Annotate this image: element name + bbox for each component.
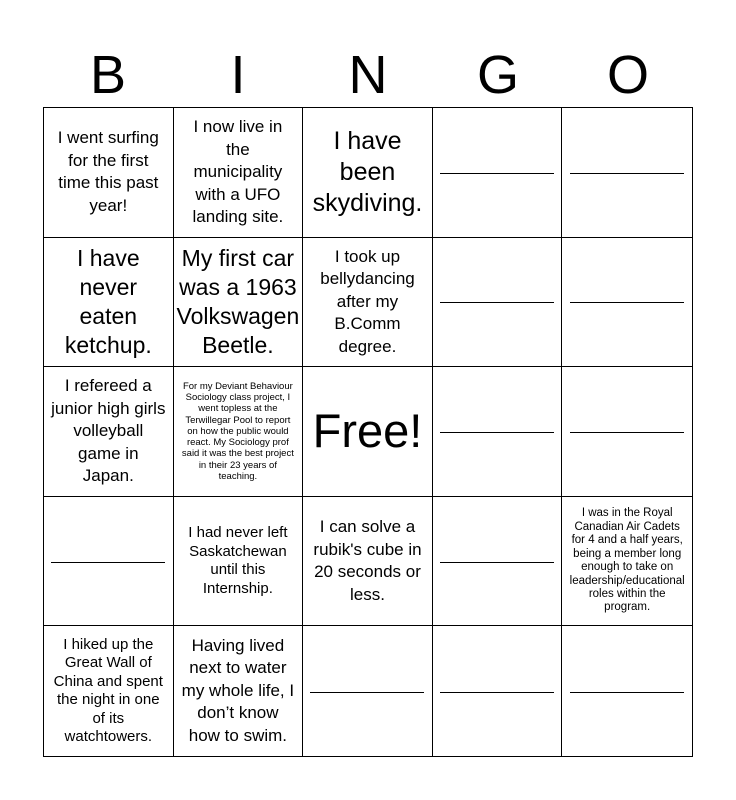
cell-text: Free!: [312, 404, 423, 458]
bingo-cell-g3[interactable]: [433, 367, 563, 497]
blank-write-in-line: [570, 432, 684, 433]
header-letter-b: B: [89, 45, 127, 105]
bingo-cell-i3[interactable]: [174, 367, 304, 497]
cell-text: I refereed a junior high girls volleyball game in Japan.: [51, 376, 166, 486]
bingo-cell-b4[interactable]: [44, 497, 174, 627]
cell-text: I was in the Royal Canadian Air Cadets for 4 and a half years, being a member long enough to take on leadership/educational roles within the program.: [569, 507, 685, 614]
bingo-cell-i1[interactable]: [174, 108, 304, 238]
cell-text: I now live in the municipality with a UFO landing site.: [192, 117, 284, 227]
bingo-cell-o5[interactable]: [562, 626, 692, 756]
bingo-cell-g5[interactable]: [433, 626, 563, 756]
blank-write-in-line: [570, 692, 684, 693]
bingo-cell-i5[interactable]: [174, 626, 304, 756]
cell-text: I hiked up the Great Wall of China and spent the night in one of its watchtowers.: [53, 635, 163, 746]
bingo-cell-n4[interactable]: [303, 497, 433, 627]
cell-text: I went surfing for the first time this past year!: [57, 128, 159, 215]
bingo-cell-n2[interactable]: [303, 238, 433, 368]
cell-text: For my Deviant Behaviour Sociology class project, I went topless at the Terwillegar Pool to report on how the public would react. My Sociology prof said it was the best project in their 23 years of teaching.: [181, 380, 294, 483]
bingo-cell-o1[interactable]: [562, 108, 692, 238]
cell-text: I have never eaten ketchup.: [64, 244, 152, 358]
cell-text: I had never left Saskatchewan until this Internship.: [188, 524, 288, 597]
cell-text: I have been skydiving.: [312, 126, 423, 217]
header-letter-i: I: [230, 45, 246, 105]
blank-write-in-line: [51, 562, 165, 563]
bingo-grid: [43, 107, 693, 757]
bingo-cell-b2[interactable]: [44, 238, 174, 368]
bingo-cell-g2[interactable]: [433, 238, 563, 368]
blank-write-in-line: [440, 692, 554, 693]
bingo-cell-b3[interactable]: [44, 367, 174, 497]
bingo-cell-o2[interactable]: [562, 238, 692, 368]
header-letter-n: N: [348, 45, 388, 105]
bingo-cell-g1[interactable]: [433, 108, 563, 238]
cell-text: I took up bellydancing after my B.Comm degree.: [320, 246, 415, 356]
bingo-cell-b5[interactable]: [44, 626, 174, 756]
blank-write-in-line: [440, 432, 554, 433]
bingo-cell-i4[interactable]: [174, 497, 304, 627]
cell-text: Having lived next to water my whole life, I don’t know how to swim.: [181, 635, 295, 745]
blank-write-in-line: [570, 173, 684, 174]
bingo-header: [43, 44, 693, 106]
bingo-cell-i2[interactable]: [174, 238, 304, 368]
bingo-cell-n5[interactable]: [303, 626, 433, 756]
bingo-cell-o4[interactable]: [562, 497, 692, 627]
bingo-cell-g4[interactable]: [433, 497, 563, 627]
free-space-cell[interactable]: [303, 367, 433, 497]
blank-write-in-line: [440, 302, 554, 303]
bingo-cell-o3[interactable]: [562, 367, 692, 497]
header-letter-g: G: [476, 45, 519, 105]
cell-text: My first car was a 1963 Volkswagen Beetle.: [176, 244, 300, 358]
blank-write-in-line: [440, 562, 554, 563]
bingo-cell-n1[interactable]: [303, 108, 433, 238]
blank-write-in-line: [440, 173, 554, 174]
cell-text: I can solve a rubik's cube in 20 seconds or less.: [313, 517, 422, 604]
blank-write-in-line: [310, 692, 424, 693]
header-letter-o: O: [606, 45, 649, 105]
bingo-cell-b1[interactable]: [44, 108, 174, 238]
blank-write-in-line: [570, 302, 684, 303]
